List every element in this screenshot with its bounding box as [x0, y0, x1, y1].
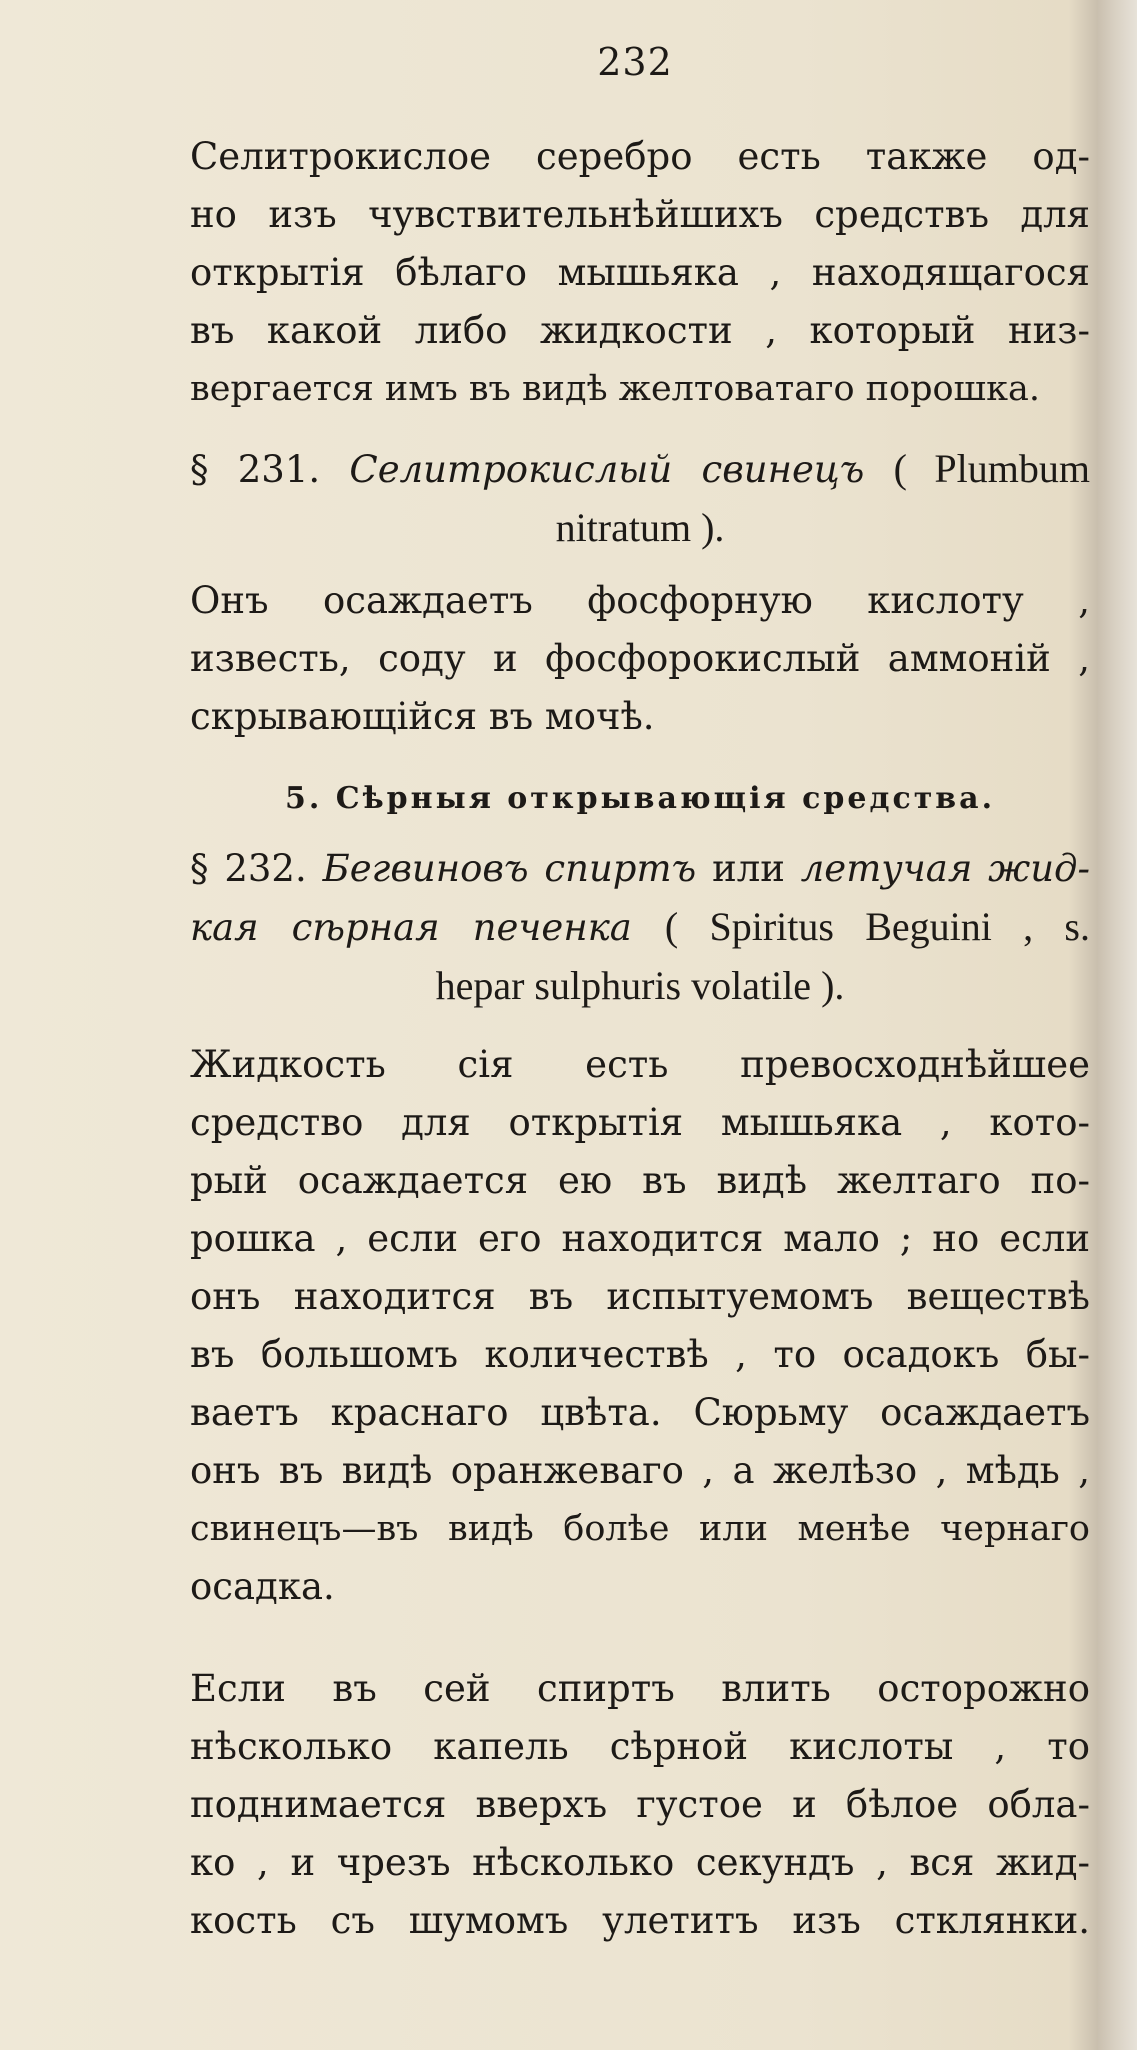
paragraph-3	[190, 1036, 1090, 1616]
text-line: свинецъ—въ видѣ болѣе или менѣе чернаго	[190, 1509, 1090, 1549]
text-line: въ большомъ количествѣ , то осадокъ бы-	[190, 1333, 1090, 1376]
section-232-title-a: Бегвиновъ спиртъ	[322, 847, 697, 890]
text-line: ваетъ краснаго цвѣта. Сюрьму осаждаетъ	[190, 1391, 1090, 1434]
section-232-title-b: летучая жид-	[800, 847, 1091, 890]
text-line: поднимается вверхъ густое и бѣлое обла-	[190, 1783, 1090, 1826]
text-line: рый осаждается ею въ видѣ желтаго по-	[190, 1159, 1090, 1202]
text-line: нѣсколько капель сѣрной кислоты , то	[190, 1725, 1090, 1768]
text-line: скрывающійся въ мочѣ.	[190, 695, 655, 738]
text-line: кость съ шумомъ улетитъ изъ стклянки.	[190, 1899, 1090, 1942]
text-line: рошка , если его находится мало ; но если	[190, 1217, 1090, 1260]
section-232-latin-b: hepar sulphuris volatile ).	[435, 963, 845, 1008]
text-line: въ какой либо жидкости , который низ-	[190, 309, 1090, 352]
section-232-heading	[190, 840, 1090, 1015]
section-231-heading	[190, 440, 1090, 557]
paragraph-2	[190, 572, 1090, 746]
text-line: средство для открытія мышьяка , кото-	[190, 1101, 1090, 1144]
paragraph-1	[190, 128, 1090, 418]
text-line: известь, соду и фосфорокислый аммоній ,	[190, 637, 1090, 680]
text-line: но изъ чувствительнѣйшихъ средствъ для	[190, 193, 1090, 236]
section-232-line-2	[190, 898, 1090, 957]
section-231-latin-2: nitratum ).	[555, 505, 725, 550]
section-231-title: Селитрокислый свинецъ	[349, 448, 865, 491]
section-232-number: § 232.	[190, 847, 307, 890]
text-line: Селитрокислое серебро есть также од-	[190, 135, 1090, 178]
text-line: Онъ осаждаетъ фосфорную кислоту ,	[190, 579, 1090, 622]
text-line: вергается имъ въ видѣ желтоватаго порошка.	[190, 369, 1040, 409]
text-line: Жидкость сія есть превосходнѣйшее	[190, 1043, 1090, 1086]
text-line: онъ находится въ испытуемомъ веществѣ	[190, 1275, 1090, 1318]
text-line: открытія бѣлаго мышьяка , находящагося	[190, 251, 1090, 294]
text-line: ко , и чрезъ нѣсколько секундъ , вся жид-	[190, 1841, 1090, 1884]
text-line: онъ въ видѣ оранжеваго , а желѣзо , мѣдь ,	[190, 1449, 1090, 1492]
section-231-number: § 231.	[190, 448, 321, 491]
section-231-line-1	[190, 440, 1090, 499]
page-number: 232	[597, 40, 673, 84]
section-231-latin-1: ( Plumbum	[893, 446, 1090, 491]
paragraph-4	[190, 1660, 1090, 1950]
section-232-line-1	[190, 840, 1090, 898]
section-232-connector: или	[712, 847, 785, 890]
text-line: Если въ сей спиртъ влить осторожно	[190, 1667, 1090, 1710]
subheading	[190, 770, 1090, 828]
text-line: осадка.	[190, 1565, 335, 1608]
section-232-title-c: кая сѣрная печенка	[190, 906, 632, 949]
section-232-latin-a: ( Spiritus Beguini , s.	[664, 904, 1090, 949]
subheading-text: 5. Сѣрныя открывающія средства.	[284, 781, 996, 816]
